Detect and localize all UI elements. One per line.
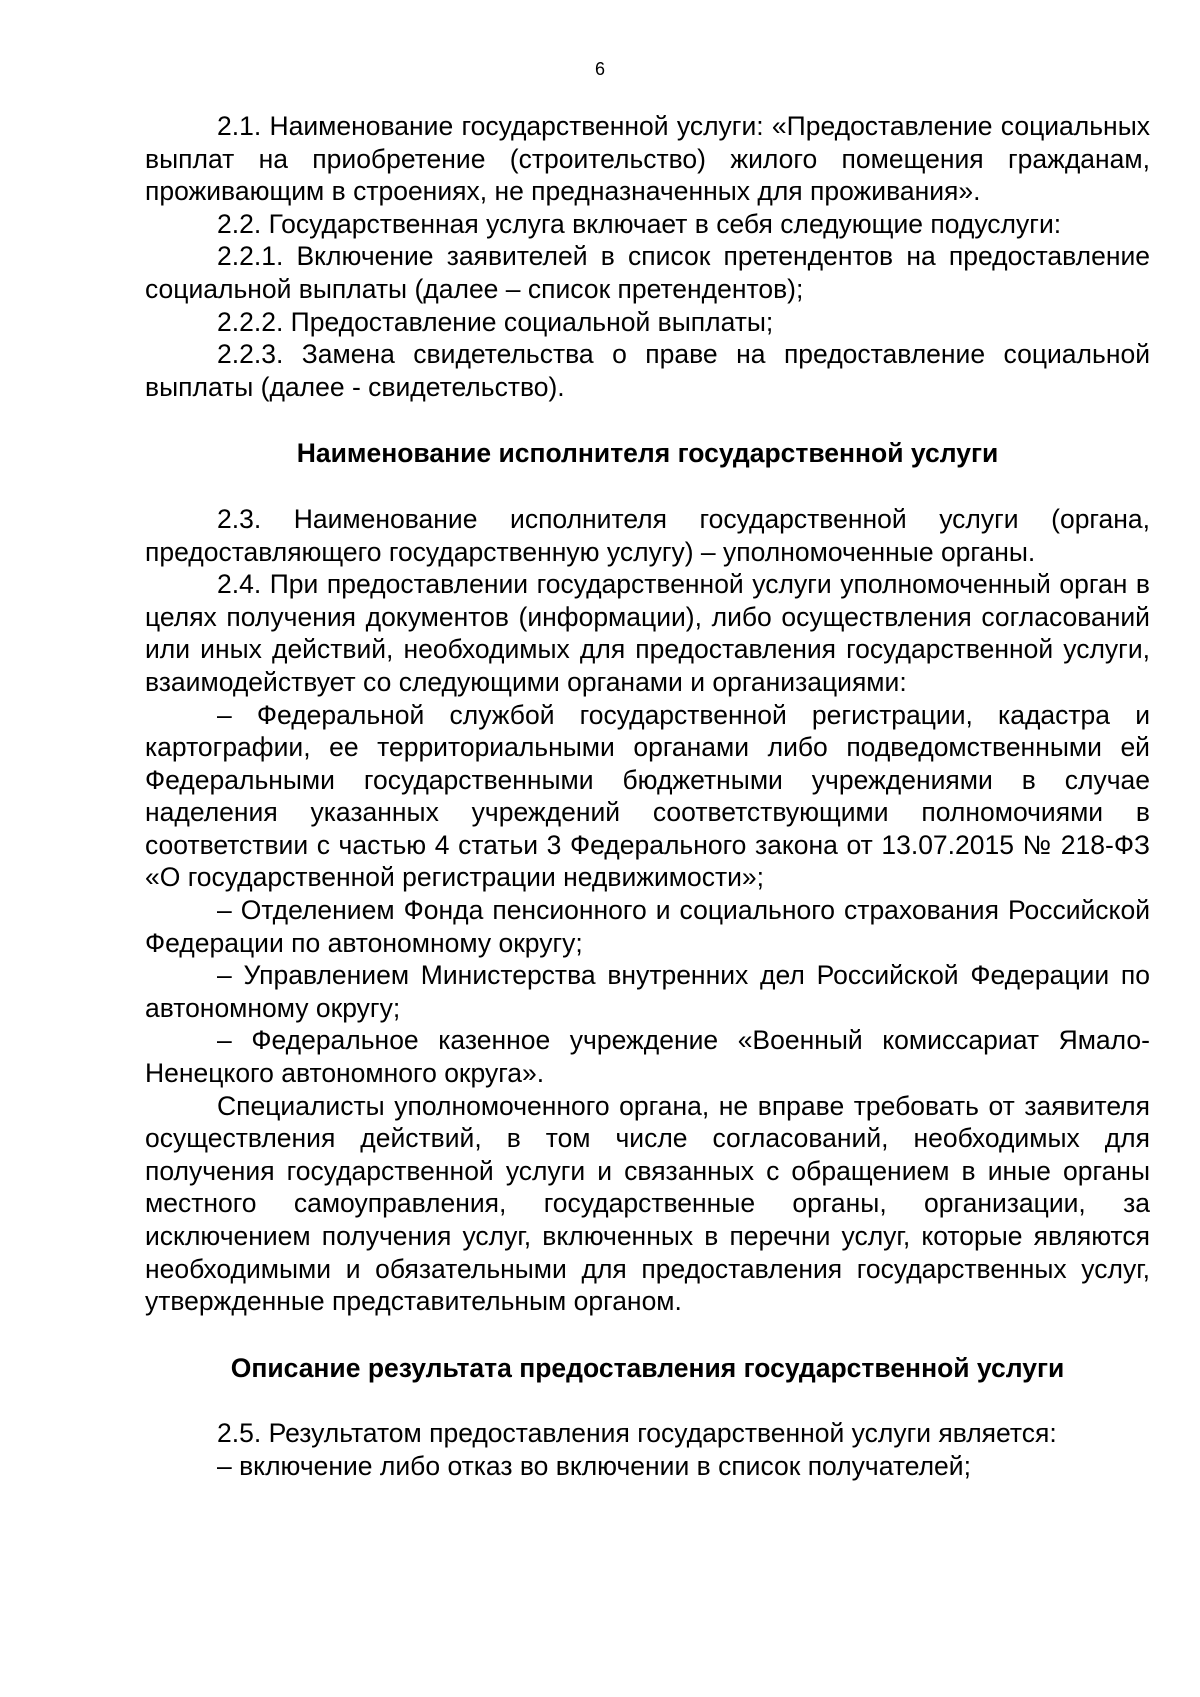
list-item-military-commissariat: – Федеральное казенное учреждение «Военный комиссариат Ямало-Ненецкого автономного округа». [145, 1025, 1150, 1089]
list-item-interior-ministry: – Управлением Министерства внутренних дел Российской Федерации по автономному округу; [145, 960, 1150, 1023]
page-number: 6 [594, 59, 605, 79]
paragraph-2-3: 2.3. Наименование исполнителя государственной услуги (органа, предоставляющего государственную услугу) – уполномоченные органы. [145, 503, 1150, 567]
paragraph-2-1: 2.1. Наименование государственной услуги: «Предоставление социальных выплат на приобретение (строительство) жилого помещения гражданам, проживающим в строениях, не предназначенных для проживания». [145, 111, 1150, 207]
paragraph-2-4: 2.4. При предоставлении государственной услуги уполномоченный орган в целях получения документов (информации), либо осуществления согласований или иных действий, необходимых для предоставления государственной услуги, взаимодействует со следующими органами и организациями: [145, 569, 1150, 697]
spacer [145, 403, 1150, 437]
paragraph-2-2-1: 2.2.1. Включение заявителей в список претендентов на предоставление социальной выплаты (далее – список претендентов); [145, 241, 1150, 304]
paragraph-2-2-2: 2.2.2. Предоставление социальной выплаты; [217, 306, 774, 337]
list-item-social-fund: – Отделением Фонда пенсионного и социального страхования Российской Федерации по автономному округу; [145, 895, 1150, 958]
paragraph-2-2-3: 2.2.3. Замена свидетельства о праве на предоставление социальной выплаты (далее - свидетельство). [145, 339, 1150, 402]
paragraph-2-2: 2.2. Государственная услуга включает в себя следующие подуслуги: [217, 208, 1062, 239]
spacer [145, 1384, 1150, 1417]
paragraph-specialists: Специалисты уполномоченного органа, не вправе требовать от заявителя осуществления действий, в том числе согласований, необходимых для получения государственной услуги и связанных с обращением в иные органы местного самоуправления, государственные органы, организации, за исключением получения услуг, включенных в перечни услуг, которые являются необходимыми и обязательными для предоставления государственных услуг, утвержденные представительным органом. [145, 1090, 1150, 1317]
spacer [145, 470, 1150, 503]
paragraph-2-5: 2.5. Результатом предоставления государственной услуги является: [217, 1418, 1057, 1449]
section-heading-executor: Наименование исполнителя государственной услуги [296, 438, 999, 469]
section-heading-result: Описание результата предоставления государственной услуги [230, 1352, 1065, 1383]
list-item-inclusion: – включение либо отказ во включении в список получателей; [217, 1450, 971, 1481]
document-body [145, 110, 1150, 1483]
list-item-rosreestr: – Федеральной службой государственной регистрации, кадастра и картографии, ее территориальными органами либо подведомственными ей Федеральными государственными бюджетными учреждениями в случае наделения указанных учреждений соответствующими полномочиями в соответствии с частью 4 статьи 3 Федерального закона от 13.07.2015 № 218-ФЗ «О государственной регистрации недвижимости»; [145, 699, 1150, 893]
spacer [145, 1318, 1150, 1352]
